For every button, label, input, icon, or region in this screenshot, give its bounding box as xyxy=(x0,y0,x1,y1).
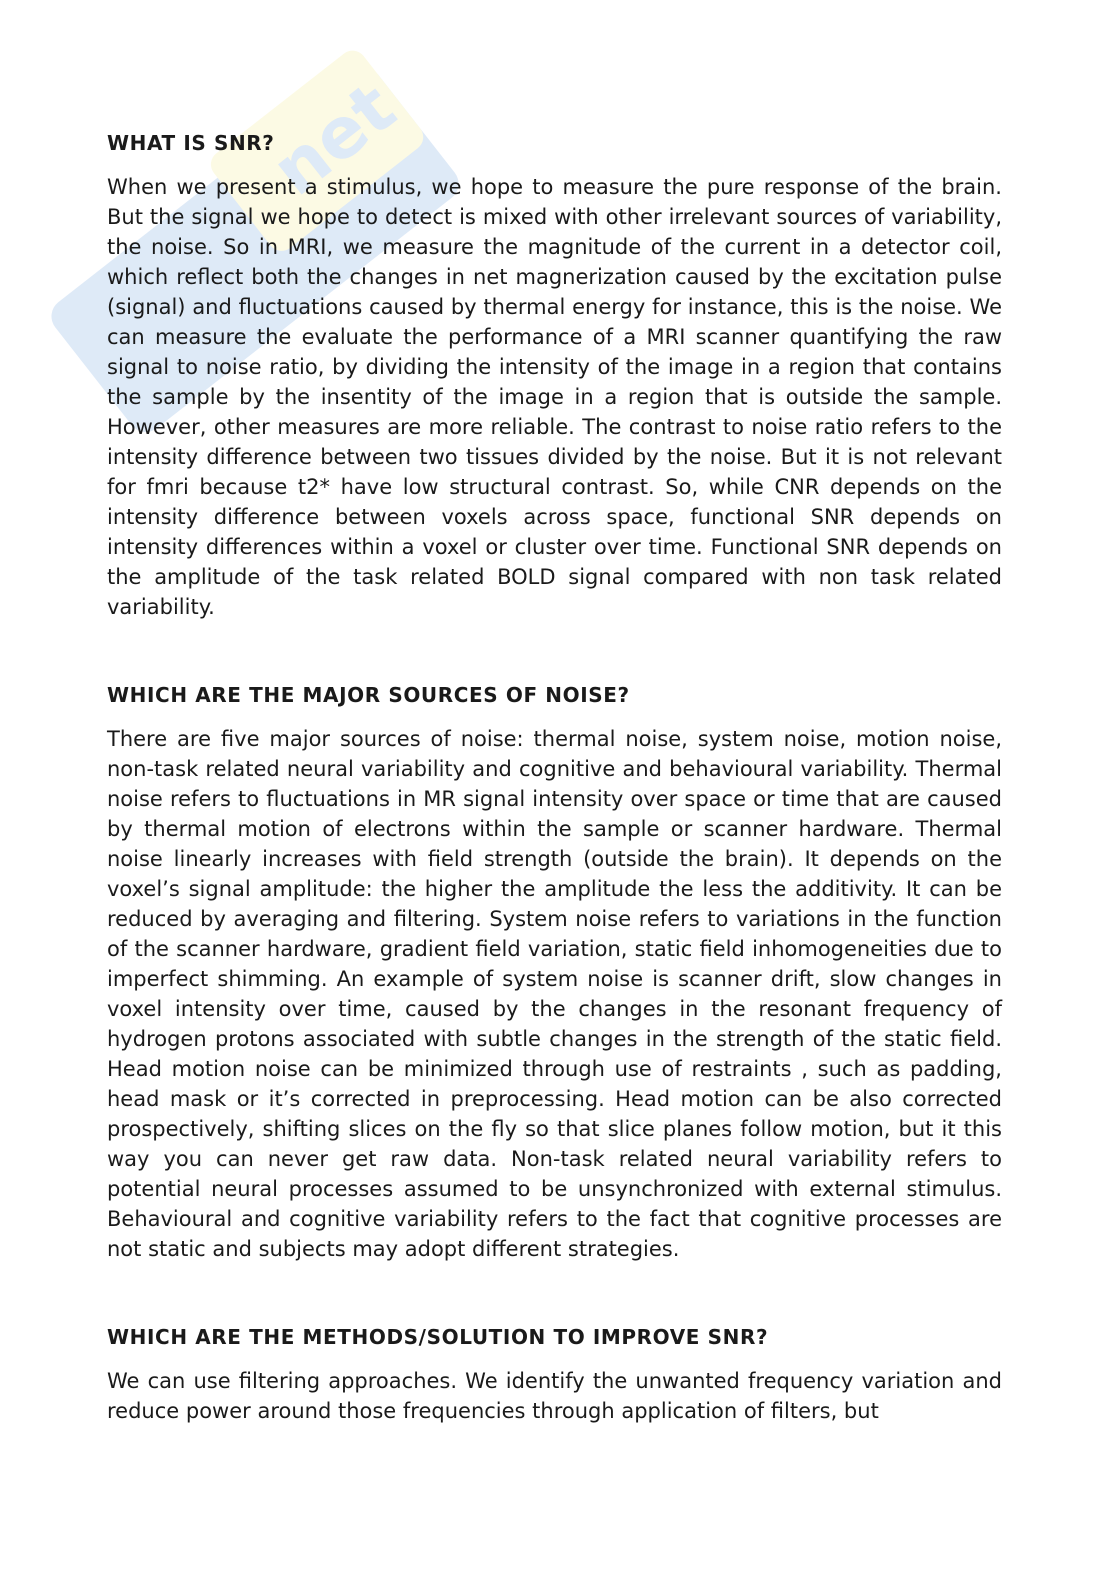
section-paragraph: We can use filtering approaches. We identify the unwanted frequency variation and reduce power around those frequencies through application of filters, but xyxy=(107,1369,1002,1423)
section-paragraph: There are five major sources of noise: thermal noise, system noise, motion noise, non-task related neural variability and cognitive and behavioural variability. Thermal noise refers to fluctuations in MR signal intensity over space or time that are caused by thermal motion of electrons within the sample or scanner hardware. Thermal noise linearly increases with field strength (outside the brain). It depends on the voxel’s signal amplitude: the higher the amplitude the less the additivity. It can be reduced by averaging and filtering. System noise refers to variations in the function of the scanner hardware, gradient field variation, static field inhomogeneities due to imperfect shimming. An example of system noise is scanner drift, slow changes in voxel intensity over time, caused by the changes in the resonant frequency of hydrogen protons associated with subtle changes in the strength of the static field. Head motion noise can be minimized through use of restraints , such as padding, head mask or it’s corrected in preprocessing. Head motion can be also corrected prospectively, shifting slices on the fly so that slice planes follow motion, but it this way you can never get raw data. Non-task related neural variability refers to potential neural processes assumed to be unsynchronized with external stimulus. Behavioural and cognitive variability refers to the fact that cognitive processes are not static and subjects may adopt different strategies. xyxy=(107,727,1002,1261)
section-sources-of-noise xyxy=(107,680,1002,1264)
watermark-text: net xyxy=(256,66,411,212)
section-heading: WHAT IS SNR? xyxy=(107,131,275,155)
section-heading: WHICH ARE THE MAJOR SOURCES OF NOISE? xyxy=(107,683,630,707)
document-page xyxy=(107,128,1002,1484)
section-improve-snr xyxy=(107,1322,1002,1426)
section-paragraph: When we present a stimulus, we hope to measure the pure response of the brain. But the signal we hope to detect is mixed with other irrelevant sources of variability, the noise. So in MRI, we measure the magnitude of the current in a detector coil, which reflect both the changes in net magnerization caused by the excitation pulse (signal) and fluctuations caused by thermal energy for instance, this is the noise. We can measure the evaluate the performance of a MRI scanner quantifying the raw signal to noise ratio, by dividing the intensity of the image in a region that contains the sample by the insentity of the image in a region that is outside the sample. However, other measures are more reliable. The contrast to noise ratio refers to the intensity difference between two tissues divided by the noise. But it is not relevant for fmri because t2* have low structural contrast. So, while CNR depends on the intensity difference between voxels across space, functional SNR depends on intensity differences within a voxel or cluster over time. Functional SNR depends on the amplitude of the task related BOLD signal compared with non task related variability. xyxy=(107,175,1002,619)
section-what-is-snr xyxy=(107,128,1002,622)
section-heading: WHICH ARE THE METHODS/SOLUTION TO IMPROVE SNR? xyxy=(107,1325,769,1349)
